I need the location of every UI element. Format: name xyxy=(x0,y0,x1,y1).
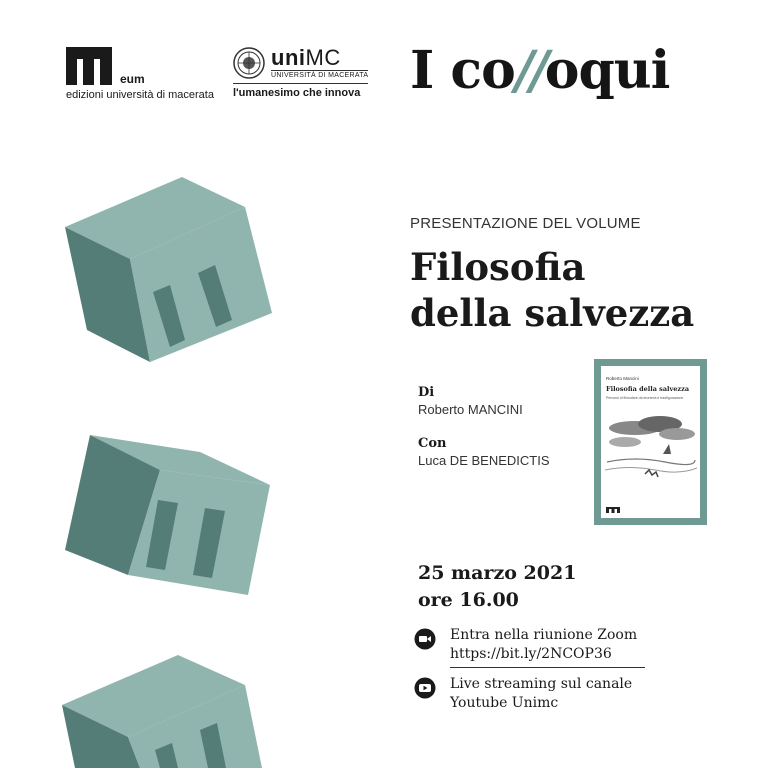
guest-name: Luca DE BENEDICTIS xyxy=(418,453,550,468)
cube-logo-bottom xyxy=(0,655,290,768)
event-time: ore 16.00 xyxy=(418,589,519,611)
cover-illustration xyxy=(605,410,697,490)
video-camera-icon xyxy=(414,628,436,650)
eum-wordmark: eum xyxy=(120,72,145,86)
youtube-info xyxy=(414,675,632,713)
eum-logo xyxy=(66,47,214,101)
event-datetime xyxy=(418,560,576,614)
zoom-info xyxy=(414,626,645,668)
unimc-name: uniMC xyxy=(271,44,341,70)
play-icon xyxy=(414,677,436,699)
cover-author: Roberto Mancini xyxy=(606,376,639,381)
series-title: I co//oqui xyxy=(410,40,670,101)
author-label: Di xyxy=(418,385,435,400)
event-date: 25 marzo 2021 xyxy=(418,562,577,584)
university-seal-icon xyxy=(233,47,265,79)
unimc-logo xyxy=(233,44,369,99)
unimc-tagline: l'umanesimo che innova xyxy=(233,83,368,99)
eum-m-icon xyxy=(66,47,112,85)
cube-logo-top xyxy=(0,175,290,370)
cube-logo-middle xyxy=(0,430,290,600)
cover-title: Filosofia della salvezza xyxy=(606,385,690,393)
author-name: Roberto MANCINI xyxy=(418,402,523,417)
unimc-university: UNIVERSITÀ DI MACERATA xyxy=(271,71,369,79)
zoom-text: Entra nella riunione Zoom xyxy=(450,627,638,643)
event-kicker: PRESENTAZIONE DEL VOLUME xyxy=(410,215,641,232)
guest-label: Con xyxy=(418,436,447,451)
zoom-link[interactable]: https://bit.ly/2NCOP36 xyxy=(450,645,645,668)
guest-block xyxy=(418,436,550,468)
eum-subtitle: edizioni università di macerata xyxy=(66,89,214,101)
book-cover xyxy=(594,359,707,525)
youtube-text: Live streaming sul canale xyxy=(450,676,633,692)
book-title-heading: Filosofia della salvezza xyxy=(410,245,695,335)
youtube-channel[interactable]: Youtube Unimc xyxy=(450,695,559,711)
cover-eum-icon xyxy=(606,507,620,513)
author-block xyxy=(418,385,523,417)
cover-subtitle: Percorsi di filosofare da teorema e trasfigurazione xyxy=(606,396,684,400)
